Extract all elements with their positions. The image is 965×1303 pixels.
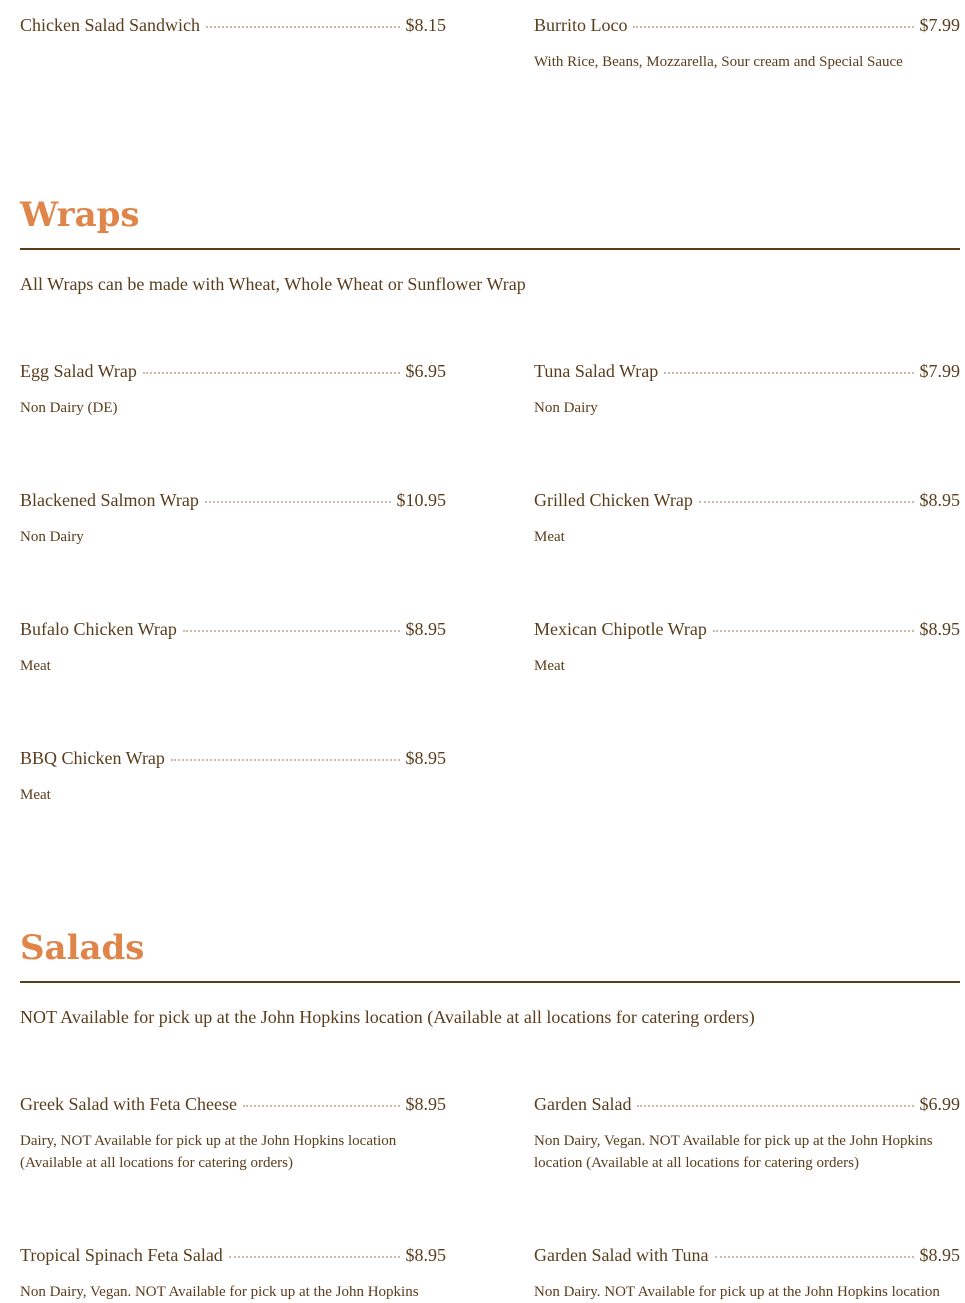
dot-leader [183,630,400,632]
item-description: With Rice, Beans, Mozzarella, Sour cream and Special Sauce [534,54,903,70]
item-price: $8.95 [405,1245,446,1265]
item-name: Greek Salad with Feta Cheese [20,1094,237,1114]
item-price: $8.95 [919,619,960,639]
item-price: $10.95 [396,490,446,510]
item-price: $8.95 [405,748,446,768]
section-title-salads: Salads [20,928,145,968]
item-name: Burrito Loco [534,15,628,35]
menu-item-header [20,360,446,382]
section-divider [20,981,960,983]
menu-item-header [534,14,960,36]
item-description: Meat [20,787,51,803]
dot-leader [143,372,400,374]
dot-leader [171,759,400,761]
menu-item-header [20,14,446,36]
item-name: Grilled Chicken Wrap [534,490,693,510]
dot-leader [205,501,391,503]
item-price: $8.95 [405,1094,446,1114]
item-description: Dairy, NOT Available for pick up at the John Hopkins location (Available at all locations for catering orders) [20,1133,397,1171]
menu-item-header [534,1093,960,1115]
item-price: $8.95 [405,619,446,639]
item-description: Non Dairy [20,529,84,545]
item-price: $8.15 [405,15,446,35]
menu-item [20,360,446,419]
menu-item [534,1093,960,1174]
menu-item [20,747,446,806]
menu-item [534,618,960,677]
item-name: Garden Salad with Tuna [534,1245,709,1265]
item-description: Meat [20,658,51,674]
menu-item [534,1244,960,1303]
menu-item [534,360,960,419]
section-divider [20,248,960,250]
menu-item-header [20,1244,446,1266]
menu-item-header [534,489,960,511]
menu-item [20,489,446,548]
item-description: Non Dairy (DE) [20,400,118,416]
dot-leader [699,501,914,503]
dot-leader [243,1105,400,1107]
menu-item-header [20,747,446,769]
item-price: $6.95 [405,361,446,381]
menu-item-header [20,1093,446,1115]
item-price: $6.99 [919,1094,960,1114]
section-note-wraps: All Wraps can be made with Wheat, Whole Wheat or Sunflower Wrap [20,274,526,294]
item-description: Non Dairy. NOT Available for pick up at the John Hopkins location [534,1284,940,1300]
menu-item-header [534,618,960,640]
item-description: Non Dairy [534,400,598,416]
item-name: Blackened Salmon Wrap [20,490,199,510]
item-name: Bufalo Chicken Wrap [20,619,177,639]
menu-item [534,489,960,548]
menu-item-header [20,489,446,511]
item-price: $7.99 [919,361,960,381]
menu-item-header [534,360,960,382]
menu-item [20,1244,446,1303]
section-note-salads: NOT Available for pick up at the John Hopkins location (Available at all locations for catering orders) [20,1007,755,1027]
item-name: Chicken Salad Sandwich [20,15,200,35]
item-price: $7.99 [919,15,960,35]
item-name: Tuna Salad Wrap [534,361,659,381]
menu-item [20,1093,446,1174]
item-description: Non Dairy, Vegan. NOT Available for pick up at the John Hopkins [20,1284,419,1300]
menu-item-header [20,618,446,640]
menu-item [20,618,446,677]
item-name: Mexican Chipotle Wrap [534,619,707,639]
item-name: Garden Salad [534,1094,632,1114]
item-name: Tropical Spinach Feta Salad [20,1245,223,1265]
menu-item-header [534,1244,960,1266]
menu-item [534,14,960,73]
item-price: $8.95 [919,1245,960,1265]
dot-leader [715,1256,914,1258]
item-description: Meat [534,529,565,545]
dot-leader [633,26,913,28]
item-price: $8.95 [919,490,960,510]
dot-leader [664,372,913,374]
dot-leader [713,630,914,632]
menu-page [20,0,960,1301]
item-description: Meat [534,658,565,674]
item-name: Egg Salad Wrap [20,361,137,381]
item-description: Non Dairy, Vegan. NOT Available for pick up at the John Hopkins location (Available at all locations for catering orders) [534,1133,933,1171]
dot-leader [637,1105,913,1107]
menu-item [20,14,446,36]
dot-leader [229,1256,400,1258]
section-title-wraps: Wraps [20,195,140,235]
item-name: BBQ Chicken Wrap [20,748,165,768]
dot-leader [206,26,400,28]
